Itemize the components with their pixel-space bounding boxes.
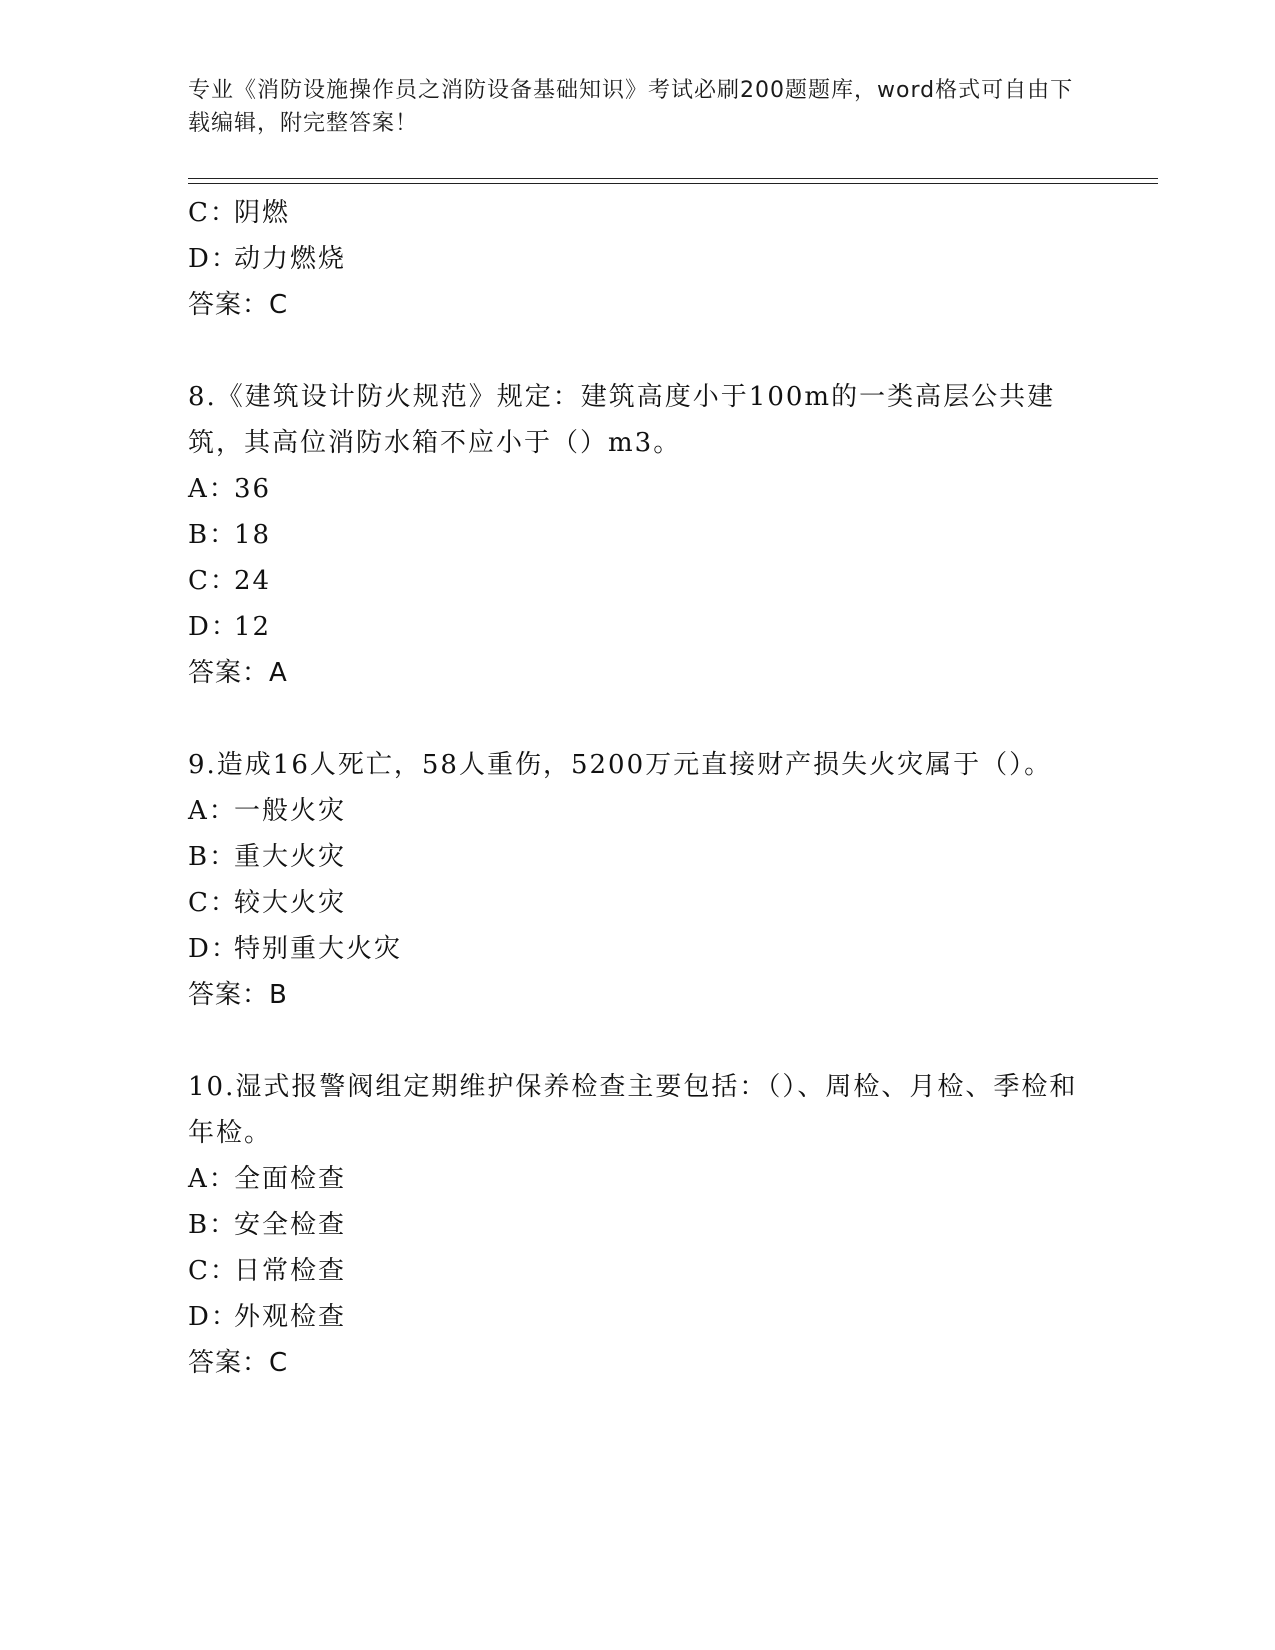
option-b bbox=[188, 834, 1088, 880]
question-block-8 bbox=[188, 374, 1088, 696]
option-label: D： bbox=[188, 934, 239, 964]
option-label: B： bbox=[188, 842, 238, 872]
option-label: C： bbox=[188, 1256, 238, 1286]
option-text: 36 bbox=[234, 474, 272, 504]
header-divider bbox=[188, 178, 1158, 184]
option-text: 特别重大火灾 bbox=[234, 934, 403, 964]
option-c bbox=[188, 1248, 1088, 1294]
spacer bbox=[188, 696, 1088, 742]
question-text: 8.《建筑设计防火规范》规定：建筑高度小于100m的一类高层公共建筑，其高位消防水箱不应小于（）m3。 bbox=[188, 382, 1056, 458]
option-text: 18 bbox=[234, 520, 272, 550]
question-text: 9.造成16人死亡，58人重伤，5200万元直接财产损失火灾属于（）。 bbox=[188, 750, 1053, 780]
option-text: 阴燃 bbox=[234, 198, 291, 228]
answer-line: 答案：A bbox=[188, 658, 288, 688]
option-a bbox=[188, 788, 1088, 834]
option-label: C： bbox=[188, 198, 238, 228]
question-list bbox=[188, 190, 1088, 1386]
option-d bbox=[188, 926, 1088, 972]
question-block-10 bbox=[188, 1064, 1088, 1386]
page-header bbox=[188, 74, 1088, 140]
option-text: 日常检查 bbox=[234, 1256, 347, 1286]
option-b bbox=[188, 1202, 1088, 1248]
option-d bbox=[188, 604, 1088, 650]
question-text: 10.湿式报警阀组定期维护保养检查主要包括：（）、周检、月检、季检和年检。 bbox=[188, 1072, 1078, 1148]
option-text: 12 bbox=[234, 612, 272, 642]
option-text: 较大火灾 bbox=[234, 888, 347, 918]
option-label: C： bbox=[188, 888, 238, 918]
header-title: 专业《消防设施操作员之消防设备基础知识》考试必刷200题题库，word格式可自由下载编辑，附完整答案！ bbox=[188, 78, 1074, 136]
option-text: 24 bbox=[234, 566, 272, 596]
option-label: D： bbox=[188, 612, 239, 642]
option-label: D： bbox=[188, 1302, 239, 1332]
option-label: A： bbox=[188, 474, 237, 504]
option-text: 安全检查 bbox=[234, 1210, 347, 1240]
option-text: 动力燃烧 bbox=[234, 244, 347, 274]
option-label: C： bbox=[188, 566, 238, 596]
option-text: 重大火灾 bbox=[234, 842, 347, 872]
option-b bbox=[188, 512, 1088, 558]
option-label: A： bbox=[188, 1164, 237, 1194]
option-text: 全面检查 bbox=[234, 1164, 347, 1194]
option-label: A： bbox=[188, 796, 237, 826]
option-d bbox=[188, 236, 1088, 282]
option-text: 一般火灾 bbox=[234, 796, 347, 826]
option-c bbox=[188, 880, 1088, 926]
option-label: D： bbox=[188, 244, 239, 274]
option-d bbox=[188, 1294, 1088, 1340]
answer-line: 答案：C bbox=[188, 1348, 289, 1378]
option-c bbox=[188, 558, 1088, 604]
option-text: 外观检查 bbox=[234, 1302, 347, 1332]
question-block-9 bbox=[188, 742, 1088, 1018]
option-label: B： bbox=[188, 520, 238, 550]
option-a bbox=[188, 1156, 1088, 1202]
answer-line: 答案：B bbox=[188, 980, 288, 1010]
spacer bbox=[188, 328, 1088, 374]
option-label: B： bbox=[188, 1210, 238, 1240]
spacer bbox=[188, 1018, 1088, 1064]
option-a bbox=[188, 466, 1088, 512]
option-c bbox=[188, 190, 1088, 236]
prev-question-block bbox=[188, 190, 1088, 328]
answer-line: 答案：C bbox=[188, 290, 289, 320]
